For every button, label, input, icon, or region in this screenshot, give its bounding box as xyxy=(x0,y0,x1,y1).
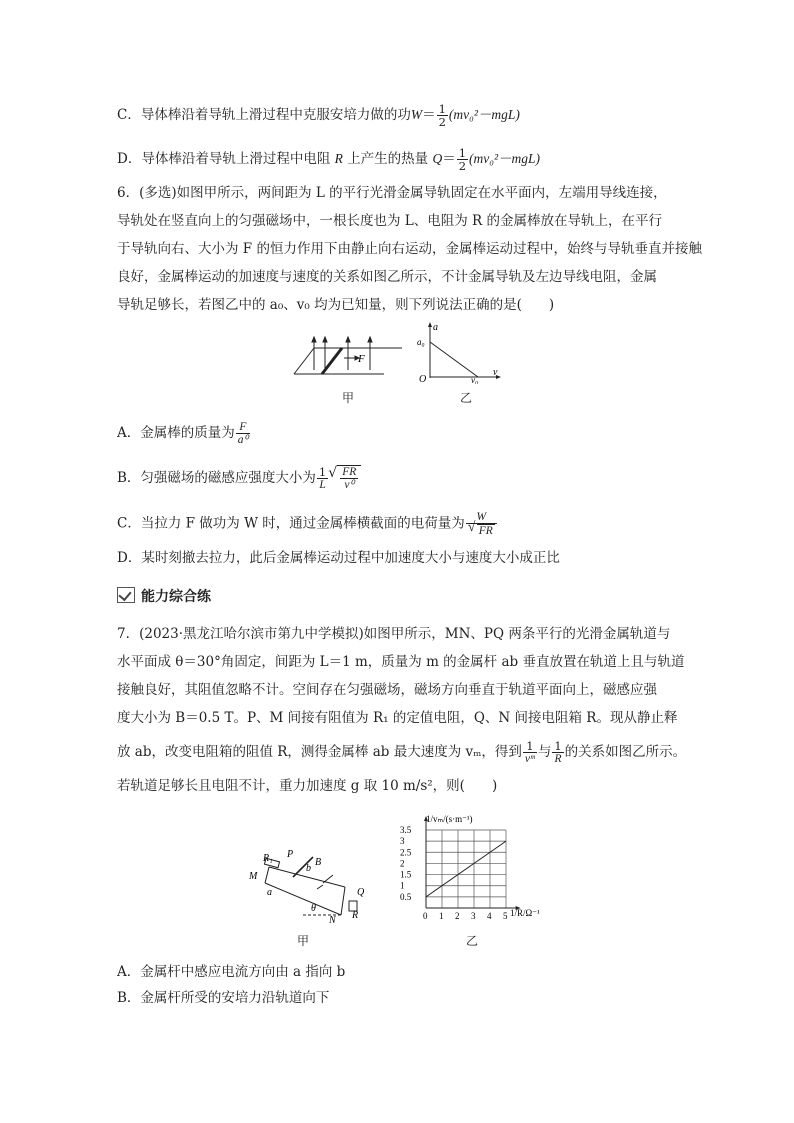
chart-series xyxy=(426,841,506,897)
q7-line-5 xyxy=(117,740,686,765)
q6-line-4: 良好，金属棒运动的加速度与速度的关系如图乙所示，不计金属导轨及左边导线电阻，金属 xyxy=(117,269,657,285)
section-heading xyxy=(117,586,211,606)
y-tick-label: 1 xyxy=(400,880,405,891)
eq: ＝ xyxy=(422,107,436,123)
q7-option-a: A．金属杆中感应电流方向由 a 指向 b xyxy=(117,964,346,980)
frac-den: 2 xyxy=(438,115,446,129)
q6-figure-jia-label: 甲 xyxy=(342,391,355,405)
q6-option-b-text: B．匀强磁场的磁感应强度大小为 xyxy=(117,470,316,486)
frac-den: R xyxy=(554,753,562,765)
y-tick-label: 2.5 xyxy=(400,847,412,858)
q6-line-2: 导轨处在竖直向上的匀强磁场中，一根长度也为 L、电阻为 R 的金属棒放在导轨上，在平行 xyxy=(117,213,663,229)
mid: 上产生的热量 xyxy=(347,151,429,167)
frac-num: W xyxy=(466,511,497,524)
fraction xyxy=(552,740,563,765)
frac-den: 2 xyxy=(458,159,467,173)
q6-option-c xyxy=(117,511,498,537)
x-tick-label: 3 xyxy=(471,911,476,921)
fraction xyxy=(457,147,468,172)
q6-figure-yi-label: 乙 xyxy=(460,391,473,405)
q5-option-c-text: C．导体棒沿着导轨上滑过程中克服安培力做的功 xyxy=(117,107,411,123)
yi-v0: v₀ xyxy=(471,375,479,384)
mid: 与 xyxy=(537,744,552,760)
label-b: b xyxy=(306,863,311,874)
q7-line-5-text: 放 ab，改变电阻箱的阻值 R，测得金属棒 ab 最大速度为 vₘ，得到 xyxy=(117,744,522,760)
yi-axis-a: a xyxy=(433,322,438,333)
yi-a0: a₀ xyxy=(417,337,425,347)
frac-num: √ FR xyxy=(342,466,357,478)
label-n: N xyxy=(329,915,336,923)
y-tick-label: 2 xyxy=(400,858,405,869)
q7-figure-yi-label: 乙 xyxy=(466,934,479,948)
q7-figure-jia-label: 甲 xyxy=(297,934,310,948)
fraction xyxy=(523,740,537,765)
label-field: B xyxy=(315,857,322,868)
expr: (mv₀²－mgL) xyxy=(469,151,541,166)
force-label: F xyxy=(358,353,365,365)
q7-line-1: 7．(2023·黑龙江哈尔滨市第九中学模拟)如图甲所示，MN、PQ 两条平行的光滑金属轨道与 xyxy=(117,626,671,642)
chart-ticks xyxy=(400,825,508,921)
q6-option-a-text: A．金属棒的质量为 xyxy=(117,425,235,441)
label-q: Q xyxy=(357,887,365,898)
frac-num: F xyxy=(236,421,250,434)
q6-option-a xyxy=(117,421,251,446)
yi-origin: O xyxy=(419,374,427,384)
y-tick-label: 0.5 xyxy=(400,891,412,902)
checkbox-icon xyxy=(117,587,135,603)
chart-ylabel: 1/vₘ/(s·m⁻¹) xyxy=(426,814,473,824)
q6-figure-jia xyxy=(292,334,404,378)
frac-num: 1 xyxy=(458,146,467,160)
q7-line-4: 度大小为 B＝0.5 T。P、M 间接有阻值为 R₁ 的定值电阻，Q、N 间接电阻箱 R。现从静止释 xyxy=(117,710,678,726)
series-line xyxy=(426,841,506,897)
q5-option-d-text: D．导体棒沿着导轨上滑过程中电阻 xyxy=(117,151,331,167)
frac-den: v⁰ xyxy=(344,479,355,491)
frac-num: 1 xyxy=(554,739,562,753)
x-tick-label: 5 xyxy=(503,911,508,921)
q7-line-3: 接触良好，其阻值忽略不计。空间存在匀强磁场，磁场方向垂直于轨道平面向上，磁感应强 xyxy=(117,682,657,698)
label-m: M xyxy=(249,871,258,882)
q7-option-b: B．金属杆所受的安培力沿轨道向下 xyxy=(117,990,330,1006)
var: R xyxy=(334,151,343,166)
q7-line-6: 若轨道足够长且电阻不计，重力加速度 g 取 10 m/s²，则( ) xyxy=(117,778,498,794)
fraction xyxy=(437,103,448,128)
eq: ＝ xyxy=(442,151,456,167)
var: W xyxy=(410,107,423,122)
yi-axis-v: v xyxy=(493,367,498,378)
q7-chart xyxy=(398,812,558,926)
frac-den: a⁰ xyxy=(237,434,249,446)
sqrt-fraction xyxy=(340,466,358,491)
chart-xlabel: 1/R/Ω⁻¹ xyxy=(510,908,540,918)
q6-line-3: 于导轨向右、大小为 F 的恒力作用下由静止向右运动，金属棒运动过程中，始终与导轨垂直并接触 xyxy=(117,241,702,257)
y-tick-label: 3 xyxy=(400,836,405,847)
expr: (mv₀²－mgL) xyxy=(448,107,520,122)
q7-figure-jia xyxy=(245,845,373,923)
x-tick-label: 2 xyxy=(455,911,460,921)
label-a: a xyxy=(267,887,272,898)
frac-den: vᵐ xyxy=(524,753,535,765)
q5-option-d xyxy=(117,147,540,172)
frac-num: 1 xyxy=(523,740,537,753)
sqrt xyxy=(337,465,361,491)
q7-line-5-suffix: 的关系如图乙所示。 xyxy=(564,744,687,760)
frac-num: 1 xyxy=(438,102,446,116)
frac-den: L xyxy=(319,479,326,491)
fraction xyxy=(317,466,328,491)
label-p: P xyxy=(287,849,294,860)
q6-option-b xyxy=(117,465,361,491)
var2: Q xyxy=(432,151,443,166)
fraction xyxy=(466,511,497,537)
y-tick-label: 3.5 xyxy=(400,825,412,835)
q6-option-c-text: C．当拉力 F 做功为 W 时，通过金属棒横截面的电荷量为 xyxy=(117,515,465,532)
q6-line-5: 导轨足够长，若图乙中的 a₀、v₀ 均为已知量，则下列说法正确的是( ) xyxy=(117,297,555,313)
x-tick-label: 0 xyxy=(423,911,428,921)
label-r: R xyxy=(352,910,359,921)
y-tick-label: 1.5 xyxy=(400,869,412,880)
x-tick-label: 4 xyxy=(487,911,492,921)
x-tick-label: 1 xyxy=(439,911,444,921)
label-r1: R₁ xyxy=(263,853,273,864)
q6-line-1: 6．(多选)如图甲所示，两间距为 L 的平行光滑金属导轨固定在水平面内，左端用导线连接， xyxy=(117,185,667,201)
label-theta: θ xyxy=(311,903,316,914)
q5-option-c xyxy=(117,103,520,128)
sqrt: √ FR xyxy=(477,524,495,537)
section-title: 能力综合练 xyxy=(141,589,211,605)
frac-num: 1 xyxy=(318,465,327,479)
q6-option-d: D．某时刻撤去拉力，此后金属棒运动过程中加速度大小与速度大小成正比 xyxy=(117,550,560,566)
q6-figure-yi xyxy=(417,322,501,384)
fraction xyxy=(236,421,250,446)
q7-line-2: 水平面成 θ＝30°角固定，间距为 L＝1 m，质量为 m 的金属杆 ab 垂直放置在轨道上且与轨道 xyxy=(117,654,685,670)
frac-den xyxy=(466,524,497,537)
